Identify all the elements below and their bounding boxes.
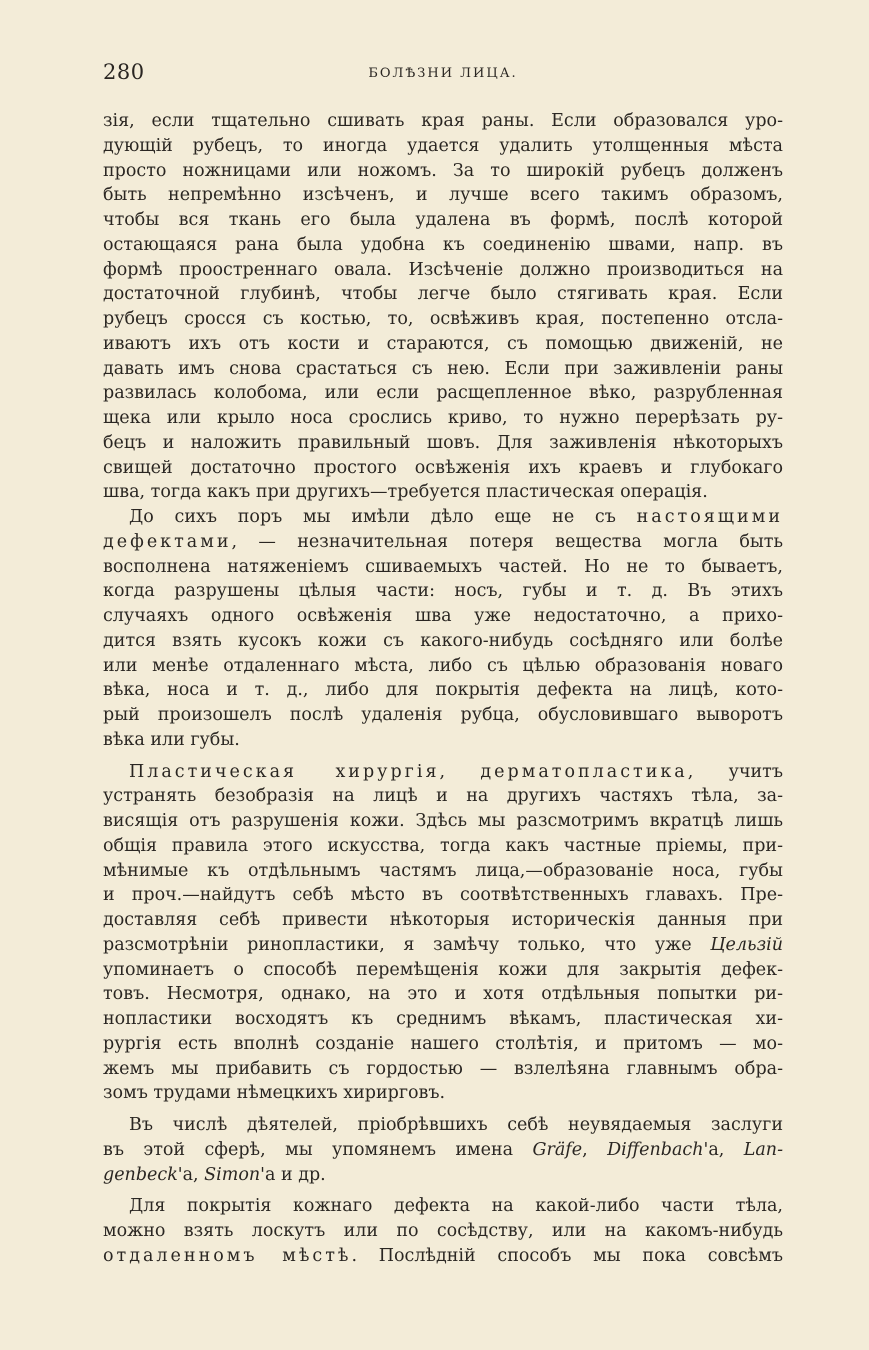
text-line: упоминаетъ о способѣ перемѣщенія кожи для закрытія дефек- [103,959,783,980]
text-line: шва, тогда какъ при другихъ—требуется пластическая операція. [103,482,708,503]
text-line: рый произошелъ послѣ удаленія рубца, обусловившаго выворотъ [103,705,783,725]
author-name: Simon [204,1164,261,1185]
text-line: Для покрытія кожнаго дефекта на какой-либо части тѣла, [129,1196,783,1217]
text-line: иваютъ ихъ отъ кости и стараются, съ помощью движеній, не [103,333,783,354]
text-line: можно взять лоскутъ или по сосѣдству, или на какомъ-нибудь [103,1221,783,1241]
text-run: въ этой сферѣ, мы упомянемъ имена [103,1139,533,1160]
text-line: щека или крыло носа срослись криво, то нужно перерѣзать ру- [103,408,783,428]
paragraph-4 [103,1113,783,1187]
text-line: дующій рубецъ, то иногда удается удалить утолщенныя мѣста [103,135,783,156]
text-run: , [582,1139,608,1160]
text-line: Въ числѣ дѣятелей, пріобрѣвшихъ себѣ неувядаемыя заслуги [129,1115,783,1135]
page-number: 280 [103,60,145,84]
text-run: , [439,761,481,782]
text-line: жемъ мы прибавить съ гордостью — взлелѣяна главнымъ обра- [103,1058,783,1079]
text-run: разсмотрѣніи ринопластики, я замѣчу только, что уже [103,934,711,955]
text-line: давать имъ снова срастаться съ нею. Если при заживленіи раны [103,358,783,379]
text-line: дится взять кусокъ кожи съ какого-нибудь сосѣдняго или болѣе [103,630,783,651]
text-line: общія правила этого искусства, тогда какъ частные пріемы, при- [103,835,783,856]
spaced-term: дерматопластика [480,761,688,782]
text-line: развилась колобома, или если расщепленное вѣко, разрубленная [103,383,783,404]
spaced-term: Пластическая хирургія [129,761,440,782]
text-line: восполнена натяженіемъ сшиваемыхъ частей. Но не то бываетъ, [103,556,783,577]
text-line: когда разрушены цѣлыя части: носъ, губы и т. д. Въ этихъ [103,581,783,602]
text-line: зомъ трудами нѣмецкихъ хирирговъ. [103,1083,446,1104]
text-line [103,1244,783,1269]
text-line: вѣка, носа и т. д., либо для покрытія дефекта на лицѣ, кото- [103,680,783,701]
text-run: , учитъ [687,761,783,782]
page-body [103,109,783,1269]
running-title: БОЛѢЗНИ ЛИЦА. [368,66,518,81]
text-line: висящія отъ разрушенія кожи. Здѣсь мы разсмотримъ вкратцѣ лишь [103,811,783,831]
text-run: . Послѣдній способъ мы пока совсѣмъ [351,1245,783,1266]
author-name: Цельзій [710,934,783,955]
author-name: Gräfe [532,1139,583,1160]
paragraph-5 [103,1194,783,1268]
text-line: случаяхъ одного освѣженія шва уже недостаточно, а прихо- [103,606,783,626]
text-line: доставляя себѣ привести нѣкоторыя историческія данныя при [103,910,783,930]
text-line: нопластики восходятъ къ среднимъ вѣкамъ, пластическая хи- [103,1009,783,1029]
text-line: остающаяся рана была удобна къ соединенію швами, напр. въ [103,234,783,255]
text-run: 'а и др. [260,1164,326,1185]
text-run: 'а, [703,1139,744,1160]
text-run: До сихъ поръ мы имѣли дѣло еще не съ [129,507,637,527]
text-line: рубецъ сросся съ костью, то, освѣживъ края, постепенно отсла- [103,309,783,329]
author-name: Diffenbach [607,1139,704,1160]
text-line: или менѣе отдаленнаго мѣста, либо съ цѣлью образованія новаго [103,655,783,676]
text-line [103,505,783,530]
author-name: Lan- [743,1139,783,1160]
paragraph-1 [103,109,783,505]
paragraph-gap [103,753,783,760]
paragraph-2 [103,505,783,753]
text-run: , — незначительная потеря вещества могла быть [231,531,783,552]
spaced-term: отдаленномъ мѣстѣ [103,1245,352,1266]
text-line: достаточной глубинѣ, чтобы легче было стягивать края. Если [103,284,783,305]
spaced-term: настоящими [636,507,783,527]
spaced-term: дефектами [103,531,232,552]
page-header [103,60,783,90]
text-line [103,933,783,958]
text-line [103,1138,783,1163]
text-line: просто ножницами или ножомъ. За то широкій рубецъ долженъ [103,160,783,181]
paragraph-gap [103,1106,783,1113]
text-line [103,530,783,555]
text-line: устранять безобразія на лицѣ и на другихъ частяхъ тѣла, за- [103,786,783,807]
paragraph-gap [103,1187,783,1194]
text-line: чтобы вся ткань его была удалена въ формѣ, послѣ которой [103,210,783,230]
text-line: товъ. Несмотря, однако, на это и хотя отдѣльныя попытки ри- [103,984,783,1005]
text-line: рургія есть вполнѣ созданіе нашего столѣтія, и притомъ — мо- [103,1033,783,1054]
text-line: вѣка или губы. [103,729,240,750]
text-line: бецъ и наложить правильный шовъ. Для заживленія нѣкоторыхъ [103,432,783,453]
text-line: мѣнимые къ отдѣльнымъ частямъ лица,—образованіе носа, губы [103,860,783,881]
text-line [103,760,783,785]
text-line: зія, если тщательно сшивать края раны. Если образовался уро- [103,111,783,131]
text-line: и проч.—найдутъ себѣ мѣсто въ соотвѣтственныхъ главахъ. Пре- [103,885,783,906]
paragraph-3 [103,760,783,1107]
text-run: 'а, [177,1164,205,1185]
text-line [103,1163,783,1188]
text-line: свищей достаточно простого освѣженія ихъ краевъ и глубокаго [103,457,783,478]
text-line: быть непремѣнно изсѣченъ, и лучше всего такимъ образомъ, [103,185,783,206]
text-line: формѣ проостреннаго овала. Изсѣченіе должно производиться на [103,259,783,280]
author-name: genbeck [103,1164,178,1185]
